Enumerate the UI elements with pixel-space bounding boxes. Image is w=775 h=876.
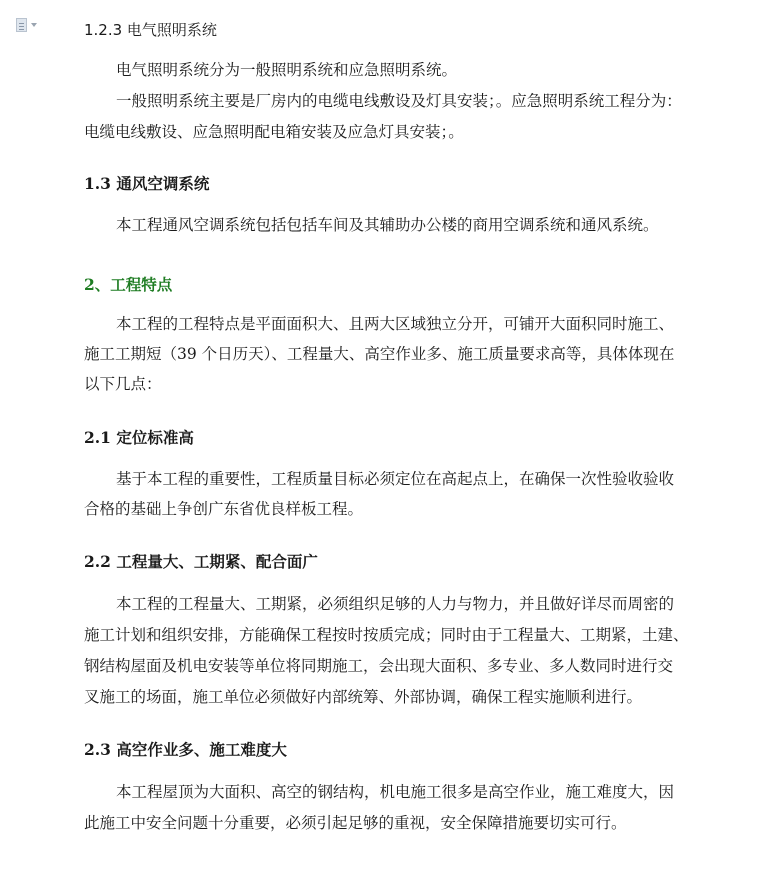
paragraph: 本工程的工程量大、工期紧，必须组织足够的人力与物力，并且做好详尽而周密的 [116, 595, 675, 613]
paragraph: 基于本工程的重要性，工程质量目标必须定位在高起点上，在确保一次性验收验收 [116, 470, 675, 488]
paragraph: 以下几点： [84, 375, 162, 393]
heading-2-1: 2.1 定位标准高 [84, 428, 194, 447]
heading-2: 2、工程特点 [84, 275, 173, 294]
paragraph: 本工程的工程特点是平面面积大、且两大区域独立分开，可铺开大面积同时施工、 [116, 315, 675, 333]
paragraph: 电缆电线敷设、应急照明配电箱安装及应急灯具安装；。 [84, 123, 464, 141]
heading-2-3: 2.3 高空作业多、施工难度大 [84, 740, 287, 759]
paragraph: 合格的基础上争创广东省优良样板工程。 [84, 500, 364, 518]
paragraph: 钢结构屋面及机电安装等单位将同期施工，会出现大面积、多专业、多人数同时进行交 [84, 657, 674, 675]
chevron-down-icon [31, 23, 37, 27]
paragraph: 叉施工的场面，施工单位必须做好内部统筹、外部协调，确保工程实施顺利进行。 [84, 688, 643, 706]
heading-1-2-3: 1.2.3 电气照明系统 [84, 21, 217, 39]
heading-1-3: 1.3 通风空调系统 [84, 174, 210, 193]
paragraph: 一般照明系统主要是厂房内的电缆电线敷设及灯具安装；。应急照明系统工程分为： [116, 92, 682, 110]
paragraph: 本工程通风空调系统包括包括车间及其辅助办公楼的商用空调系统和通风系统。 [116, 216, 659, 234]
heading-2-2: 2.2 工程量大、工期紧、配合面广 [84, 552, 318, 571]
paragraph: 施工工期短（39 个日历天）、工程量大、高空作业多、施工质量要求高等，具体体现在 [84, 345, 675, 363]
paragraph: 施工计划和组织安排，方能确保工程按时按质完成；同时由于工程量大、工期紧，土建、 [84, 626, 689, 644]
paragraph: 本工程屋顶为大面积、高空的钢结构，机电施工很多是高空作业，施工难度大，因 [116, 783, 675, 801]
document-icon [16, 18, 27, 32]
paragraph: 此施工中安全问题十分重要，必须引起足够的重视，安全保障措施要切实可行。 [84, 814, 627, 832]
document-menu[interactable] [16, 18, 46, 36]
paragraph: 电气照明系统分为一般照明系统和应急照明系统。 [116, 61, 458, 79]
